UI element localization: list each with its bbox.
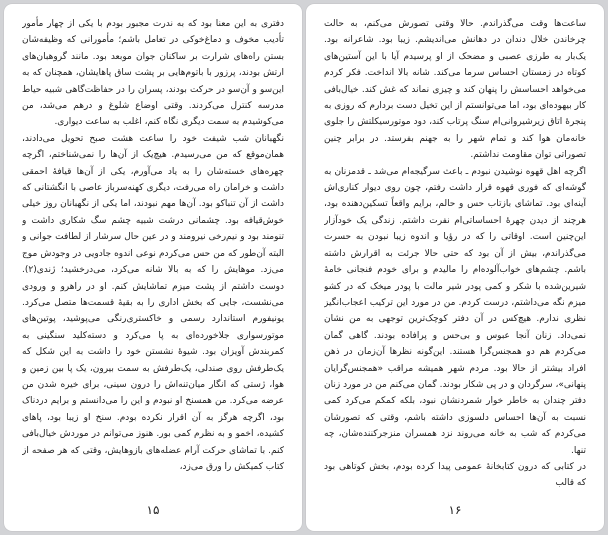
left-paragraph-2: نگهبانان شب شیفت خود را ساعت هشت صبح تحویل می‌دادند، همان‌موقع که من می‌رسیدم. هیچ‌یک از آن‌ها را نمی‌شناختم، اگرچه چهره‌های خسته‌شان را به یاد می‌آورم، یکی از آن‌ها قیافهٔ احمقی داشت و خرامان راه می‌رفت، دیگری کهنه‌سرباز عاصی با انگشتانی که داشت از آن تنباکو بود. آن‌ها مهم نبودند، اما یکی از نگهبانان روز خیلی خوش‌قیافه بود. چشمانی درشت شبیه چشم سگ شکاری داشت و تنومند بود و نیم‌رخی نیرومند و در عین حال سرشار از لطافت جوانی و البته آن‌طور که من حس می‌کردم نوعی اندوه جادویی در وجودش موج می‌زد. موهایش را که به بالا شانه می‌کرد، می‌درخشید؛ ژندی(۲). دوست داشتم از پشت میزم تماشایش کنم. او در راهرو و ورودی می‌نشست، جایی که بخش اداری را به بقیهٔ قسمت‌ها متصل می‌کرد. یونیفورم استاندارد رسمی و خاکستری‌رنگی می‌پوشید، پوتین‌های موتورسواری جلاخورده‌ای به پا می‌کرد و دسته‌کلید سنگینی به کمربندش آویزان بود. شیوهٔ نشستن خود را داشت به این شکل که یک‌طرفش روی صندلی، یک‌طرفش به سمت بیرون، یک پا بین زمین و هوا، ژستی که انگار میان‌تنه‌اش را درون سینی، برای خیره شدن من عرضه می‌کرد. من همسنخ او نبودم و این را می‌دانستم و برایم دردناک بود، اگرچه هرگز به آن اقرار نکرده بودم. سنخ او زیبا بود، پاهای کشیده، اخمو و به نظرم کمی بور. هنوز می‌توانم در موردش خیال‌بافی کنم. با تماشای حرکت آرام عضله‌های بازوهایش، وقتی که هر صفحه از کتاب کمیکش را ورق می‌زد،: [22, 133, 284, 472]
right-paragraph-2: اگرچه اهل قهوه نوشیدن نبودم ـ باعث سرگیجه‌ام می‌شد ـ قدمزنان به گوشه‌ای که فوری قهوه قرار داشت رفتم، چون روی دیوار کناری‌اش آینه‌ای بود. تماشای بازتاب حس و حالم، برایم واقعاً تسکین‌دهنده بود، هرچند از دیدن چهرهٔ احساساتی‌ام نفرت داشتم. زندگی یک خودآزار این‌چنین است. اوقاتی را که در رؤیا و اندوه زیبا نبودن به حسرت می‌گذراندم، بیش از آن بود که حتی حالا جرئت به اقرارش داشته باشم. چشم‌های خواب‌آلوده‌ام را مالیدم و برای خودم فنجانی خامهٔ شیرین‌شده با شکر و کمی پودر شیر مالت با پودر میخک که در کشو میزم نگه می‌داشتم، درست کردم. من در مورد این ترکیب اعجاب‌انگیز نظری ندارم. هیچ‌کس در آن دفتر کوچک‌ترین توجهی به من نشان نمی‌داد. زنان آنجا عبوس و بی‌حس و پرافاده بودند. گاهی گمان می‌کردم هم دو همجنس‌گرا هستند. این‌گونه نظرها آن‌زمان در ذهن افراد بیشتر از حالا بود. مردم شهر همیشه مراقب «همجنس‌گرایان پنهانی»، سرگردان و در پی شکار بودند. گمان می‌کنم من در مورد زنان دفتر چندان به خاطر خوار شمردنشان نبود، بلکه کمکم می‌کرد کمی نسبت به آن‌ها احساس دلسوزی داشته باشم، وقتی که تصورشان می‌کردم که شب به خانه می‌روند نزد همسران منزجرکننده‌شان، چه تنها.: [324, 166, 586, 456]
right-page: [306, 4, 604, 531]
page-number: ۱۵: [146, 503, 160, 517]
right-page-text: [324, 16, 586, 489]
right-paragraph-3: در کتابی که درون کتابخانهٔ عمومی پیدا کرده بودم، بخش کوتاهی بود که قالب: [324, 461, 586, 489]
right-paragraph-1: ساعت‌ها وقت می‌گذراندم. حالا وقتی تصورش می‌کنم، به حالت چرخاندن خلال دندان در دهانش می‌اندیشم. زیبا بود. شاعرانه بود. یک‌بار به طرزی عصبی و مضحک از او پرسیدم آیا با این آستین‌های کوتاه در زمستان احساس سرما می‌کند. شانه بالا انداخت. فکر کردم می‌خواهد احساسش را پنهان کند و چیزی نماند که غش کند. خیال‌بافی کار بیهوده‌ای بود، اما می‌توانستم از این تخیل دست بردارم که روزی به پنجرهٔ اتاق زیرشیروانی‌ام سنگ پرتاب کند، دود موتورسیکلتش را جلوی خانه‌مان هوا کند و تمام شهر را به جهنم بفرستد. در برابر چنین تصوراتی توان مقاومت نداشتم.: [324, 19, 586, 161]
left-page: [4, 4, 302, 531]
page-number: ۱۶: [448, 503, 462, 517]
left-page-text: [22, 16, 284, 489]
left-paragraph-1: دفتری به این معنا بود که به ندرت مجبور بودم با یکی از چهار مأمور تأدیب مخوف و دماغ‌خوکی در تعامل باشم؛ مأمورانی که وظیفه‌شان بستن راه‌های شرارت بر ساکنان جوان موبعد بود. مانند گروهبان‌های ارتش بودند، پرزور با باتوم‌هایی بر پشت ساق پاهایشان، همچنان که به این‌سو و آن‌سو در حرکت بودند، پسران را در حفاظت‌گاهی شبیه حیاط مدرسه کنترل می‌کردند. وقتی اوضاع شلوغ و درهم می‌شد، من می‌کوشیدم به سمت دیگری نگاه کنم، اغلب به ساعت دیواری.: [22, 19, 284, 128]
